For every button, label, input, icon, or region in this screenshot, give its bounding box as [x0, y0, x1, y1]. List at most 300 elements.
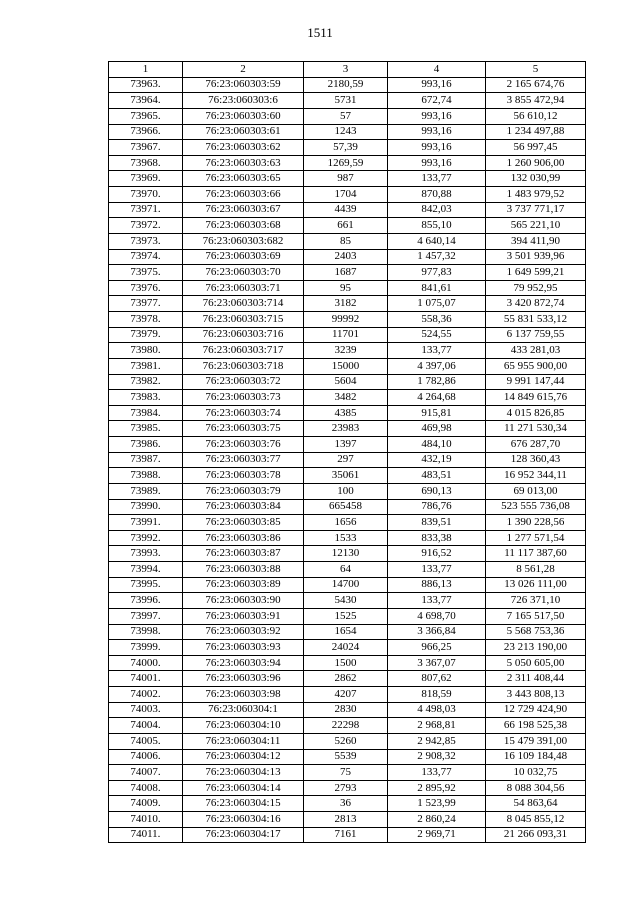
cadastral-number-cell: 76:23:060303:717 — [183, 343, 304, 359]
column-header: 4 — [388, 62, 486, 78]
cadastral-number-cell: 76:23:060303:91 — [183, 608, 304, 624]
cadastral-number-cell: 76:23:060303:70 — [183, 265, 304, 281]
cadastral-number-cell: 76:23:060304:1 — [183, 702, 304, 718]
specific-value-cell: 484,10 — [388, 437, 486, 453]
cadastral-number-cell: 76:23:060303:86 — [183, 530, 304, 546]
row-number-cell: 74001. — [109, 671, 183, 687]
specific-value-cell: 133,77 — [388, 343, 486, 359]
table-row — [109, 421, 586, 437]
cadastral-value-cell: 1 234 497,88 — [486, 124, 586, 140]
cadastral-value-cell: 16 952 344,11 — [486, 468, 586, 484]
cadastral-number-cell: 76:23:060303:63 — [183, 155, 304, 171]
row-number-cell: 74007. — [109, 765, 183, 781]
cadastral-value-cell: 56 997,45 — [486, 140, 586, 156]
area-cell: 3182 — [304, 296, 388, 312]
cadastral-number-cell: 76:23:060303:65 — [183, 171, 304, 187]
row-number-cell: 74006. — [109, 749, 183, 765]
area-cell: 57 — [304, 108, 388, 124]
table-row — [109, 280, 586, 296]
specific-value-cell: 133,77 — [388, 171, 486, 187]
specific-value-cell: 4 698,70 — [388, 608, 486, 624]
table-row — [109, 562, 586, 578]
table-row — [109, 515, 586, 531]
cadastral-number-cell: 76:23:060303:85 — [183, 515, 304, 531]
cadastral-number-cell: 76:23:060303:714 — [183, 296, 304, 312]
area-cell: 4439 — [304, 202, 388, 218]
cadastral-value-cell: 8 088 304,56 — [486, 780, 586, 796]
cadastral-value-cell: 2 311 408,44 — [486, 671, 586, 687]
area-cell: 100 — [304, 483, 388, 499]
specific-value-cell: 841,61 — [388, 280, 486, 296]
row-number-cell: 73973. — [109, 233, 183, 249]
table-row — [109, 343, 586, 359]
table-row — [109, 437, 586, 453]
table-row — [109, 218, 586, 234]
area-cell: 7161 — [304, 827, 388, 843]
cadastral-value-cell: 66 198 525,38 — [486, 718, 586, 734]
column-header: 2 — [183, 62, 304, 78]
cadastral-number-cell: 76:23:060304:10 — [183, 718, 304, 734]
specific-value-cell: 133,77 — [388, 593, 486, 609]
specific-value-cell: 818,59 — [388, 687, 486, 703]
cadastral-number-cell: 76:23:060303:76 — [183, 437, 304, 453]
specific-value-cell: 2 860,24 — [388, 812, 486, 828]
specific-value-cell: 870,88 — [388, 187, 486, 203]
area-cell: 4207 — [304, 687, 388, 703]
table-row — [109, 265, 586, 281]
cadastral-value-cell: 433 281,03 — [486, 343, 586, 359]
row-number-cell: 73989. — [109, 483, 183, 499]
area-cell: 64 — [304, 562, 388, 578]
row-number-cell: 74004. — [109, 718, 183, 734]
cadastral-value-cell: 79 952,95 — [486, 280, 586, 296]
area-cell: 3482 — [304, 390, 388, 406]
specific-value-cell: 4 640,14 — [388, 233, 486, 249]
specific-value-cell: 993,16 — [388, 155, 486, 171]
table-row — [109, 812, 586, 828]
area-cell: 24024 — [304, 640, 388, 656]
cadastral-number-cell: 76:23:060303:716 — [183, 327, 304, 343]
cadastral-number-cell: 76:23:060304:15 — [183, 796, 304, 812]
cadastral-number-cell: 76:23:060304:12 — [183, 749, 304, 765]
row-number-cell: 73990. — [109, 499, 183, 515]
table-row — [109, 796, 586, 812]
cadastral-number-cell: 76:23:060303:94 — [183, 655, 304, 671]
row-number-cell: 73999. — [109, 640, 183, 656]
table-row — [109, 702, 586, 718]
specific-value-cell: 558,36 — [388, 312, 486, 328]
area-cell: 95 — [304, 280, 388, 296]
area-cell: 2813 — [304, 812, 388, 828]
cadastral-number-cell: 76:23:060303:61 — [183, 124, 304, 140]
table-row — [109, 530, 586, 546]
cadastral-value-cell: 69 013,00 — [486, 483, 586, 499]
area-cell: 12130 — [304, 546, 388, 562]
cadastral-value-cell: 1 260 906,00 — [486, 155, 586, 171]
cadastral-value-cell: 5 050 605,00 — [486, 655, 586, 671]
cadastral-number-cell: 76:23:060303:66 — [183, 187, 304, 203]
cadastral-value-cell: 1 649 599,21 — [486, 265, 586, 281]
cadastral-value-cell: 11 117 387,60 — [486, 546, 586, 562]
row-number-cell: 73979. — [109, 327, 183, 343]
specific-value-cell: 855,10 — [388, 218, 486, 234]
specific-value-cell: 1 523,99 — [388, 796, 486, 812]
table-row — [109, 296, 586, 312]
table-row — [109, 312, 586, 328]
cadastral-value-cell: 15 479 391,00 — [486, 733, 586, 749]
cadastral-number-cell: 76:23:060303:88 — [183, 562, 304, 578]
row-number-cell: 73969. — [109, 171, 183, 187]
row-number-cell: 74010. — [109, 812, 183, 828]
row-number-cell: 73995. — [109, 577, 183, 593]
cadastral-number-cell: 76:23:060303:96 — [183, 671, 304, 687]
cadastral-value-cell: 65 955 900,00 — [486, 358, 586, 374]
column-header: 5 — [486, 62, 586, 78]
cadastral-value-cell: 3 501 939,96 — [486, 249, 586, 265]
table-row — [109, 468, 586, 484]
table-row — [109, 749, 586, 765]
specific-value-cell: 966,25 — [388, 640, 486, 656]
table-row — [109, 687, 586, 703]
area-cell: 1269,59 — [304, 155, 388, 171]
cadastral-number-cell: 76:23:060303:77 — [183, 452, 304, 468]
row-number-cell: 73974. — [109, 249, 183, 265]
cadastral-value-cell: 132 030,99 — [486, 171, 586, 187]
table-row — [109, 593, 586, 609]
area-cell: 14700 — [304, 577, 388, 593]
specific-value-cell: 1 782,86 — [388, 374, 486, 390]
table-row — [109, 640, 586, 656]
table-row — [109, 718, 586, 734]
specific-value-cell: 886,13 — [388, 577, 486, 593]
cadastral-number-cell: 76:23:060303:68 — [183, 218, 304, 234]
row-number-cell: 73967. — [109, 140, 183, 156]
table-row — [109, 499, 586, 515]
row-number-cell: 73976. — [109, 280, 183, 296]
specific-value-cell: 839,51 — [388, 515, 486, 531]
specific-value-cell: 993,16 — [388, 108, 486, 124]
cadastral-value-cell: 128 360,43 — [486, 452, 586, 468]
cadastral-value-cell: 3 420 872,74 — [486, 296, 586, 312]
cadastral-number-cell: 76:23:060303:84 — [183, 499, 304, 515]
table-row — [109, 405, 586, 421]
specific-value-cell: 993,16 — [388, 124, 486, 140]
area-cell: 36 — [304, 796, 388, 812]
table-row — [109, 483, 586, 499]
cadastral-value-cell: 676 287,70 — [486, 437, 586, 453]
cadastral-value-cell: 2 165 674,76 — [486, 77, 586, 93]
cadastral-value-cell: 726 371,10 — [486, 593, 586, 609]
row-number-cell: 73964. — [109, 93, 183, 109]
cadastral-value-cell: 394 411,90 — [486, 233, 586, 249]
cadastral-number-cell: 76:23:060304:17 — [183, 827, 304, 843]
table-row — [109, 577, 586, 593]
cadastral-value-cell: 5 568 753,36 — [486, 624, 586, 640]
specific-value-cell: 2 895,92 — [388, 780, 486, 796]
row-number-cell: 74011. — [109, 827, 183, 843]
area-cell: 75 — [304, 765, 388, 781]
table-row — [109, 671, 586, 687]
row-number-cell: 74009. — [109, 796, 183, 812]
table-row — [109, 124, 586, 140]
row-number-cell: 73983. — [109, 390, 183, 406]
specific-value-cell: 432,19 — [388, 452, 486, 468]
specific-value-cell: 807,62 — [388, 671, 486, 687]
cadastral-number-cell: 76:23:060303:67 — [183, 202, 304, 218]
row-number-cell: 73984. — [109, 405, 183, 421]
table-row — [109, 827, 586, 843]
specific-value-cell: 690,13 — [388, 483, 486, 499]
cadastral-value-cell: 4 015 826,85 — [486, 405, 586, 421]
row-number-cell: 73987. — [109, 452, 183, 468]
column-header: 1 — [109, 62, 183, 78]
cadastral-value-cell: 11 271 530,34 — [486, 421, 586, 437]
cadastral-value-cell: 1 390 228,56 — [486, 515, 586, 531]
specific-value-cell: 672,74 — [388, 93, 486, 109]
cadastral-value-cell: 1 277 571,54 — [486, 530, 586, 546]
row-number-cell: 73998. — [109, 624, 183, 640]
row-number-cell: 73972. — [109, 218, 183, 234]
specific-value-cell: 133,77 — [388, 562, 486, 578]
table-row — [109, 390, 586, 406]
specific-value-cell: 2 969,71 — [388, 827, 486, 843]
row-number-cell: 73978. — [109, 312, 183, 328]
row-number-cell: 74000. — [109, 655, 183, 671]
specific-value-cell: 4 264,68 — [388, 390, 486, 406]
cadastral-number-cell: 76:23:060303:78 — [183, 468, 304, 484]
table-row — [109, 546, 586, 562]
cadastral-value-cell: 3 855 472,94 — [486, 93, 586, 109]
cadastral-value-cell: 523 555 736,08 — [486, 499, 586, 515]
area-cell: 297 — [304, 452, 388, 468]
specific-value-cell: 483,51 — [388, 468, 486, 484]
row-number-cell: 73991. — [109, 515, 183, 531]
area-cell: 99992 — [304, 312, 388, 328]
table-header — [109, 62, 586, 78]
specific-value-cell: 993,16 — [388, 77, 486, 93]
area-cell: 2403 — [304, 249, 388, 265]
table-row — [109, 155, 586, 171]
table-row — [109, 140, 586, 156]
cadastral-number-cell: 76:23:060303:62 — [183, 140, 304, 156]
table-row — [109, 733, 586, 749]
cadastral-number-cell: 76:23:060303:89 — [183, 577, 304, 593]
cadastral-value-cell: 9 991 147,44 — [486, 374, 586, 390]
area-cell: 1654 — [304, 624, 388, 640]
cadastral-number-cell: 76:23:060303:90 — [183, 593, 304, 609]
area-cell: 3239 — [304, 343, 388, 359]
cadastral-number-cell: 76:23:060303:93 — [183, 640, 304, 656]
row-number-cell: 73977. — [109, 296, 183, 312]
cadastral-number-cell: 76:23:060303:715 — [183, 312, 304, 328]
row-number-cell: 73988. — [109, 468, 183, 484]
table-row — [109, 780, 586, 796]
specific-value-cell: 842,03 — [388, 202, 486, 218]
row-number-cell: 73986. — [109, 437, 183, 453]
cadastral-value-cell: 16 109 184,48 — [486, 749, 586, 765]
specific-value-cell: 1 075,07 — [388, 296, 486, 312]
cadastral-value-cell: 10 032,75 — [486, 765, 586, 781]
cadastral-number-cell: 76:23:060303:75 — [183, 421, 304, 437]
area-cell: 22298 — [304, 718, 388, 734]
specific-value-cell: 833,38 — [388, 530, 486, 546]
table-row — [109, 358, 586, 374]
table-row — [109, 233, 586, 249]
area-cell: 5430 — [304, 593, 388, 609]
cadastral-number-cell: 76:23:060304:14 — [183, 780, 304, 796]
cadastral-value-cell: 13 026 111,00 — [486, 577, 586, 593]
area-cell: 5260 — [304, 733, 388, 749]
cadastral-number-cell: 76:23:060304:16 — [183, 812, 304, 828]
row-number-cell: 73985. — [109, 421, 183, 437]
cadastral-value-cell: 565 221,10 — [486, 218, 586, 234]
cadastral-number-cell: 76:23:060304:11 — [183, 733, 304, 749]
cadastral-value-cell: 7 165 517,50 — [486, 608, 586, 624]
area-cell: 1525 — [304, 608, 388, 624]
specific-value-cell: 1 457,32 — [388, 249, 486, 265]
area-cell: 2830 — [304, 702, 388, 718]
row-number-cell: 74002. — [109, 687, 183, 703]
specific-value-cell: 4 397,06 — [388, 358, 486, 374]
row-number-cell: 73975. — [109, 265, 183, 281]
table-row — [109, 249, 586, 265]
row-number-cell: 73997. — [109, 608, 183, 624]
specific-value-cell: 524,55 — [388, 327, 486, 343]
row-number-cell: 73992. — [109, 530, 183, 546]
specific-value-cell: 916,52 — [388, 546, 486, 562]
area-cell: 11701 — [304, 327, 388, 343]
cadastral-value-cell: 21 266 093,31 — [486, 827, 586, 843]
table-row — [109, 108, 586, 124]
area-cell: 1687 — [304, 265, 388, 281]
cadastral-value-table — [108, 61, 586, 843]
cadastral-number-cell: 76:23:060303:60 — [183, 108, 304, 124]
table-body — [109, 77, 586, 843]
cadastral-value-cell: 54 863,64 — [486, 796, 586, 812]
specific-value-cell: 915,81 — [388, 405, 486, 421]
cadastral-value-cell: 12 729 424,90 — [486, 702, 586, 718]
row-number-cell: 74005. — [109, 733, 183, 749]
cadastral-number-cell: 76:23:060303:72 — [183, 374, 304, 390]
table-row — [109, 624, 586, 640]
specific-value-cell: 2 968,81 — [388, 718, 486, 734]
row-number-cell: 73982. — [109, 374, 183, 390]
table-row — [109, 93, 586, 109]
area-cell: 1243 — [304, 124, 388, 140]
cadastral-number-cell: 76:23:060303:87 — [183, 546, 304, 562]
table-row — [109, 171, 586, 187]
area-cell: 1397 — [304, 437, 388, 453]
cadastral-number-cell: 76:23:060303:682 — [183, 233, 304, 249]
specific-value-cell: 469,98 — [388, 421, 486, 437]
cadastral-number-cell: 76:23:060304:13 — [183, 765, 304, 781]
specific-value-cell: 2 908,32 — [388, 749, 486, 765]
row-number-cell: 73970. — [109, 187, 183, 203]
cadastral-value-cell: 6 137 759,55 — [486, 327, 586, 343]
page-number: 1511 — [307, 25, 333, 40]
cadastral-value-cell: 1 483 979,52 — [486, 187, 586, 203]
row-number-cell: 73971. — [109, 202, 183, 218]
cadastral-number-cell: 76:23:060303:59 — [183, 77, 304, 93]
table-row — [109, 452, 586, 468]
cadastral-number-cell: 76:23:060303:74 — [183, 405, 304, 421]
row-number-cell: 73981. — [109, 358, 183, 374]
column-header: 3 — [304, 62, 388, 78]
area-cell: 2862 — [304, 671, 388, 687]
cadastral-value-cell: 8 045 855,12 — [486, 812, 586, 828]
row-number-cell: 73994. — [109, 562, 183, 578]
area-cell: 15000 — [304, 358, 388, 374]
cadastral-number-cell: 76:23:060303:71 — [183, 280, 304, 296]
area-cell: 987 — [304, 171, 388, 187]
specific-value-cell: 786,76 — [388, 499, 486, 515]
cadastral-number-cell: 76:23:060303:718 — [183, 358, 304, 374]
specific-value-cell: 3 367,07 — [388, 655, 486, 671]
row-number-cell: 73966. — [109, 124, 183, 140]
area-cell: 4385 — [304, 405, 388, 421]
row-number-cell: 73980. — [109, 343, 183, 359]
row-number-cell: 73968. — [109, 155, 183, 171]
table-row — [109, 187, 586, 203]
area-cell: 35061 — [304, 468, 388, 484]
table-row — [109, 655, 586, 671]
area-cell: 1656 — [304, 515, 388, 531]
area-cell: 2793 — [304, 780, 388, 796]
cadastral-number-cell: 76:23:060303:98 — [183, 687, 304, 703]
cadastral-value-cell: 3 443 808,13 — [486, 687, 586, 703]
table-row — [109, 327, 586, 343]
cadastral-value-cell: 3 737 771,17 — [486, 202, 586, 218]
area-cell: 1533 — [304, 530, 388, 546]
header-row — [109, 62, 586, 78]
row-number-cell: 74008. — [109, 780, 183, 796]
area-cell: 661 — [304, 218, 388, 234]
row-number-cell: 73963. — [109, 77, 183, 93]
specific-value-cell: 977,83 — [388, 265, 486, 281]
area-cell: 57,39 — [304, 140, 388, 156]
cadastral-number-cell: 76:23:060303:6 — [183, 93, 304, 109]
row-number-cell: 74003. — [109, 702, 183, 718]
area-cell: 1704 — [304, 187, 388, 203]
cadastral-number-cell: 76:23:060303:69 — [183, 249, 304, 265]
area-cell: 5539 — [304, 749, 388, 765]
area-cell: 2180,59 — [304, 77, 388, 93]
area-cell: 85 — [304, 233, 388, 249]
cadastral-value-cell: 56 610,12 — [486, 108, 586, 124]
cadastral-value-cell: 14 849 615,76 — [486, 390, 586, 406]
area-cell: 5731 — [304, 93, 388, 109]
specific-value-cell: 4 498,03 — [388, 702, 486, 718]
table-row — [109, 202, 586, 218]
cadastral-value-cell: 23 213 190,00 — [486, 640, 586, 656]
row-number-cell: 73993. — [109, 546, 183, 562]
specific-value-cell: 2 942,85 — [388, 733, 486, 749]
specific-value-cell: 993,16 — [388, 140, 486, 156]
specific-value-cell: 3 366,84 — [388, 624, 486, 640]
table-row — [109, 374, 586, 390]
table-row — [109, 77, 586, 93]
table-row — [109, 765, 586, 781]
cadastral-number-cell: 76:23:060303:73 — [183, 390, 304, 406]
cadastral-number-cell: 76:23:060303:79 — [183, 483, 304, 499]
area-cell: 665458 — [304, 499, 388, 515]
cadastral-value-cell: 55 831 533,12 — [486, 312, 586, 328]
cadastral-number-cell: 76:23:060303:92 — [183, 624, 304, 640]
cadastral-value-cell: 8 561,28 — [486, 562, 586, 578]
specific-value-cell: 133,77 — [388, 765, 486, 781]
area-cell: 1500 — [304, 655, 388, 671]
row-number-cell: 73996. — [109, 593, 183, 609]
